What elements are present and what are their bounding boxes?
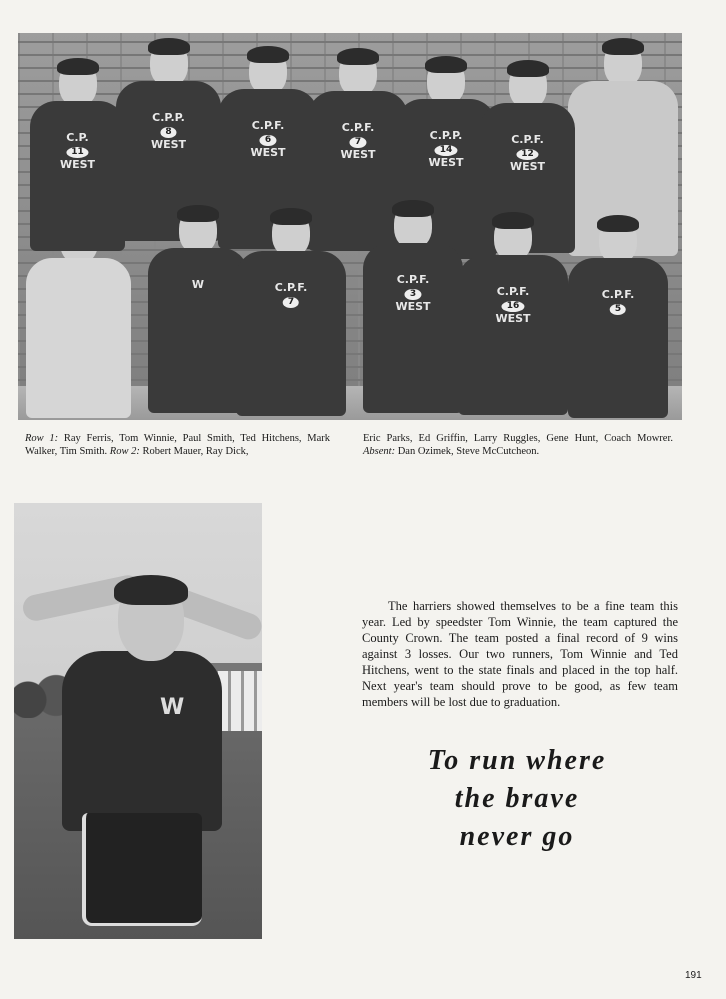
caption-row2-label: Row 2: (109, 445, 140, 457)
jersey-number: 12 (516, 149, 539, 160)
headline-line: never go (459, 821, 575, 852)
jersey-school: C.P.P. (429, 129, 463, 142)
photo-caption-left (25, 432, 330, 458)
jersey-school: C.P.F. (511, 133, 544, 146)
headline (392, 742, 642, 856)
jersey-lettering (192, 278, 204, 291)
jersey-lettering (340, 121, 375, 161)
headline-line: To run where (427, 745, 607, 776)
jersey-number: 14 (435, 145, 458, 156)
jersey-lettering (275, 281, 308, 308)
jersey-number: 8 (160, 127, 176, 138)
team-member (363, 203, 463, 413)
jersey-school: C.P. (66, 131, 89, 144)
caption-row2-names-right: Eric Parks, Ed Griffin, Larry Ruggles, Gene Hunt, Coach Mowrer. (363, 432, 673, 444)
team-member (30, 61, 125, 251)
jersey-number: 6 (260, 135, 276, 146)
caption-absent-label: Absent: (363, 445, 396, 457)
jersey-number: 11 (66, 147, 89, 158)
jersey-school: C.P.F. (341, 121, 375, 134)
jersey-team: WEST (395, 300, 431, 313)
jersey-lettering (250, 119, 285, 159)
jersey-team: WEST (59, 158, 96, 171)
jersey-team: WEST (495, 312, 531, 325)
jersey-school: C.P.F. (601, 288, 635, 301)
jersey-number: 5 (610, 304, 626, 315)
team-member (236, 211, 346, 416)
jersey-lettering (510, 133, 545, 173)
jersey-lettering (395, 273, 430, 313)
jersey-school: C.P.F. (496, 285, 530, 298)
jersey-school: C.P.F. (251, 119, 285, 132)
jersey-number: 16 (502, 301, 525, 312)
photo-caption-right (363, 432, 673, 458)
runner-shorts (82, 813, 202, 926)
jersey-team: WEST (150, 138, 187, 151)
runner-photo (14, 503, 262, 939)
jersey-number: 3 (405, 289, 421, 300)
jersey-lettering (428, 129, 463, 169)
headline-line: the brave (454, 783, 580, 814)
shirt-letter: W (160, 695, 185, 720)
jersey-school: C.P.F. (396, 273, 430, 286)
jersey-number: 7 (350, 137, 366, 148)
jersey-lettering (60, 131, 95, 171)
team-member (568, 218, 668, 418)
page-number: 191 (685, 970, 702, 981)
team-member (148, 208, 248, 413)
article-body-text: The harriers showed themselves to be a fine team this year. Led by speedster Tom Winnie, the team captured the County Crown. The team posted a final record of 9 wins against 3 losses. Our two runners, Tom Winnie and Ted Hitchens, went to the state finals and placed in the top half. Next year's team should prove to be good, as few team members will be lost due to graduation. (362, 599, 678, 709)
jersey-lettering (495, 285, 530, 325)
jersey-team: WEST (250, 146, 286, 159)
jersey-team: WEST (509, 160, 546, 173)
jersey-team: WEST (340, 148, 376, 161)
caption-row1-names: Ray Ferris, Tom Winnie, Paul Smith, Ted Hitchens, Mark Walker, Tim Smith. (25, 432, 330, 457)
jersey-school: C.P.P. (152, 111, 185, 124)
caption-absent-names: Dan Ozimek, Steve McCutcheon. (395, 445, 540, 457)
jersey-school: W (191, 278, 205, 291)
runner-shirt (62, 651, 222, 831)
caption-row2-names-left: Robert Mauer, Ray Dick, (139, 445, 249, 457)
jersey-lettering (602, 288, 635, 315)
runner-head (118, 579, 184, 661)
jersey-lettering (151, 111, 186, 151)
team-member (458, 215, 568, 415)
jersey-team: WEST (428, 156, 464, 169)
team-group-photo (18, 33, 682, 420)
jersey-school: C.P.F. (274, 281, 308, 294)
jersey-number: 7 (283, 297, 299, 308)
caption-row1-label: Row 1: (25, 432, 59, 444)
